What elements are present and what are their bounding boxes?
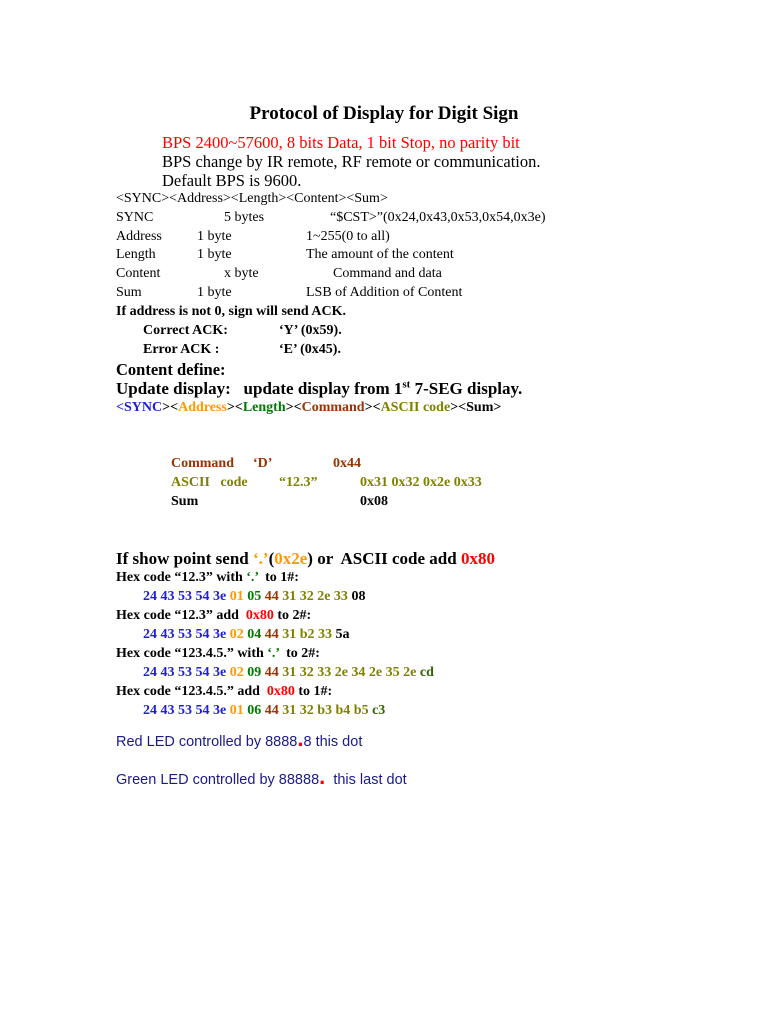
hex-desc-mid: ‘.’: [246, 570, 259, 585]
hex-sum: cd: [419, 665, 434, 680]
ack-note: If address is not 0, sign will send ACK.: [116, 304, 347, 319]
hex-desc-b: to 1#:: [258, 570, 299, 585]
hex-sum: 08: [351, 589, 366, 604]
red-led-note: [116, 726, 363, 751]
example-ascii-hex: 0x31 0x32 0x2e 0x33: [360, 475, 482, 490]
fmt-command: Command: [301, 400, 365, 415]
green-led-note: [116, 764, 407, 789]
point-close: ): [307, 549, 313, 568]
hex-desc-mid: ‘.’: [267, 646, 280, 661]
example-command-label: Command: [171, 456, 235, 471]
example-sum-label: Sum: [171, 494, 199, 509]
fmt-length: Length: [242, 400, 286, 415]
error-ack-label: Error ACK :: [143, 342, 220, 357]
red-led-text-b: 8 this dot: [303, 734, 363, 750]
update-text-a: update display from 1: [243, 379, 403, 398]
field-size: 1 byte: [197, 285, 232, 300]
hex-data: 31 32 b3 b4 b5: [282, 703, 369, 718]
hex-len: 09: [247, 665, 262, 680]
hex-example-desc: [116, 646, 320, 662]
hex-len: 04: [247, 627, 262, 642]
hex-cmd: 44: [264, 665, 279, 680]
fmt-lt: <: [293, 400, 302, 415]
field-desc: Command and data: [333, 266, 442, 281]
hex-desc-a: Hex code “12.3” add: [116, 608, 246, 623]
example-command-hex: 0x44: [333, 456, 361, 471]
point-dot-char: ‘.’: [253, 549, 269, 568]
point-heading: [116, 549, 495, 569]
colored-frame-format: [116, 400, 501, 416]
fmt-gt: >: [285, 400, 294, 415]
bps-range: BPS 2400~57600, 8 bits Data, 1 bit Stop, no parity bit: [162, 133, 520, 152]
hex-addr: 02: [229, 627, 244, 642]
update-label: Update display:: [116, 379, 231, 398]
green-led-text-b: this last dot: [325, 772, 407, 788]
field-size: 1 byte: [197, 247, 232, 262]
hex-data: 31 b2 33: [282, 627, 333, 642]
example-command-char: ‘D’: [253, 456, 273, 471]
hex-data: 31 32 33 2e 34 2e 35 2e: [282, 665, 417, 680]
frame-format: <SYNC><Address><Length><Content><Sum>: [116, 191, 388, 206]
correct-ack-label: Correct ACK:: [143, 323, 228, 338]
example-sum-hex: 0x08: [360, 494, 388, 509]
hex-example-desc: [116, 684, 332, 700]
fmt-gt: >: [364, 400, 373, 415]
update-text-b: 7-SEG display.: [410, 379, 523, 398]
hex-desc-a: Hex code “123.4.5.” add: [116, 684, 267, 699]
hex-len: 05: [247, 589, 262, 604]
hex-cmd: 44: [264, 703, 279, 718]
hex-sync: 24 43 53 54 3e: [143, 589, 227, 604]
fmt-lt: <: [116, 400, 124, 415]
point-open: (: [268, 549, 275, 568]
field-desc: “$CST>”(0x24,0x43,0x53,0x54,0x3e): [330, 210, 546, 225]
hex-cmd: 44: [264, 589, 279, 604]
hex-desc-a: Hex code “12.3” with: [116, 570, 247, 585]
bps-change: BPS change by IR remote, RF remote or communication.: [162, 152, 541, 171]
fmt-address: Address: [178, 400, 227, 415]
hex-example-bytes: [143, 665, 434, 681]
error-ack-value: ‘E’ (0x45).: [279, 342, 341, 357]
example-ascii-str: “12.3”: [279, 475, 318, 490]
hex-sync: 24 43 53 54 3e: [143, 627, 227, 642]
hex-example-bytes: [143, 627, 350, 643]
field-name: SYNC: [116, 210, 154, 225]
field-name: Length: [116, 247, 156, 262]
point-hex: 0x2e: [274, 549, 308, 568]
point-text-b: or ASCII code add: [312, 549, 461, 568]
example-ascii-label: ASCII code: [171, 475, 248, 490]
red-led-dot: .: [297, 726, 304, 751]
hex-len: 06: [247, 703, 262, 718]
hex-sum: 5a: [335, 627, 350, 642]
hex-desc-a: Hex code “123.4.5.” with: [116, 646, 268, 661]
point-hex80: 0x80: [460, 549, 495, 568]
field-desc: The amount of the content: [306, 247, 454, 262]
hex-cmd: 44: [264, 627, 279, 642]
fmt-gt: >: [450, 400, 459, 415]
fmt-ascii: ASCII code: [380, 400, 451, 415]
field-name: Address: [116, 229, 162, 244]
hex-sum: c3: [372, 703, 386, 718]
hex-example-bytes: [143, 703, 385, 719]
hex-desc-b: to 2#:: [273, 608, 312, 623]
hex-sync: 24 43 53 54 3e: [143, 665, 227, 680]
bps-default: Default BPS is 9600.: [162, 171, 302, 190]
hex-sync: 24 43 53 54 3e: [143, 703, 227, 718]
hex-addr: 01: [229, 703, 244, 718]
fmt-lt: <: [372, 400, 381, 415]
fmt-sum: <Sum>: [458, 400, 502, 415]
field-size: x byte: [224, 266, 259, 281]
hex-desc-b: to 1#:: [294, 684, 333, 699]
fmt-gt: >: [226, 400, 235, 415]
green-led-dot: .: [319, 764, 326, 789]
hex-example-desc: [116, 570, 299, 586]
hex-desc-b: to 2#:: [279, 646, 320, 661]
hex-desc-red: 0x80: [266, 684, 295, 699]
field-name: Content: [116, 266, 161, 281]
point-text-a: If show point send: [116, 549, 253, 568]
field-size: 5 bytes: [224, 210, 265, 225]
hex-addr: 01: [229, 589, 244, 604]
fmt-sync: SYNC: [123, 400, 163, 415]
red-led-text-a: Red LED controlled by 8888: [116, 734, 298, 750]
correct-ack-value: ‘Y’ (0x59).: [279, 323, 342, 338]
field-desc: 1~255(0 to all): [306, 229, 390, 244]
hex-data: 31 32 2e 33: [282, 589, 348, 604]
field-desc: LSB of Addition of Content: [306, 285, 463, 300]
fmt-lt: <: [170, 400, 179, 415]
green-led-text-a: Green LED controlled by 88888: [116, 772, 320, 788]
hex-addr: 02: [229, 665, 244, 680]
field-name: Sum: [116, 285, 142, 300]
hex-example-desc: [116, 608, 311, 624]
field-size: 1 byte: [197, 229, 232, 244]
page-title: Protocol of Display for Digit Sign: [249, 103, 519, 124]
fmt-gt: >: [162, 400, 171, 415]
hex-desc-red: 0x80: [245, 608, 274, 623]
update-display-line: [116, 379, 522, 399]
fmt-lt: <: [234, 400, 243, 415]
hex-example-bytes: [143, 589, 365, 605]
content-define-heading: Content define:: [116, 360, 226, 379]
update-sup: st: [402, 378, 411, 391]
